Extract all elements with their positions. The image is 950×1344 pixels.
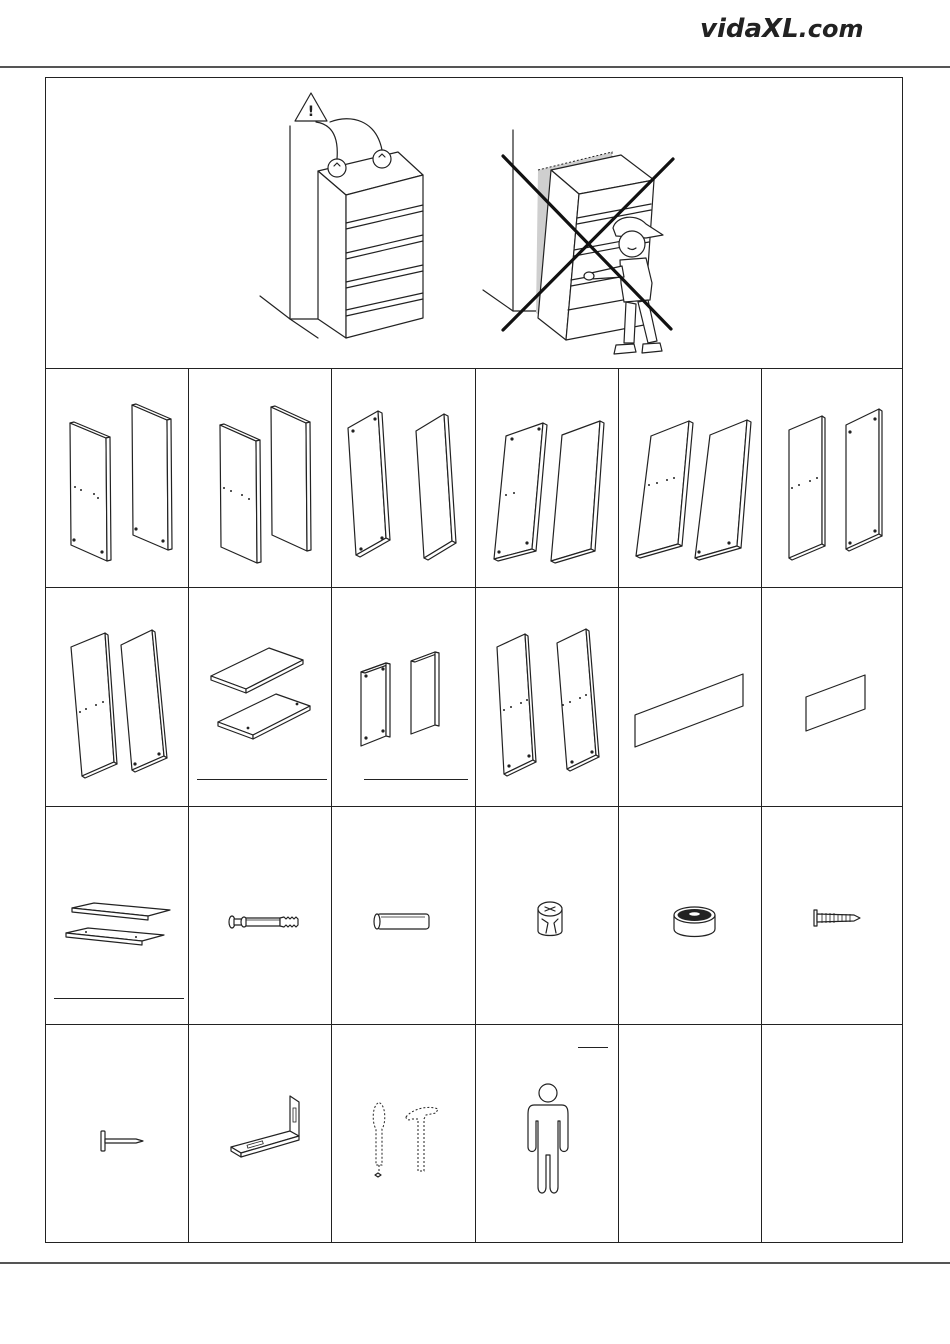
part-cell: [332, 807, 476, 1025]
part-cell: [476, 1025, 619, 1242]
l-bracket-icon: [189, 1025, 332, 1242]
empty-cell: [619, 1025, 762, 1242]
cam-lock-icon: [476, 807, 619, 1025]
side-panel-pair-icon: [476, 588, 619, 807]
side-panel-pair-icon: [762, 369, 902, 588]
cam-bolt-icon: [189, 807, 332, 1025]
parts-grid: [46, 369, 902, 1242]
header-divider: [0, 66, 950, 68]
part-cell: [762, 807, 902, 1025]
part-cell: [189, 588, 332, 807]
side-panel-pair-icon: [46, 588, 189, 807]
side-panel-pair-icon: [189, 369, 332, 588]
side-panel-pair-icon: [619, 369, 762, 588]
svg-text:!: !: [307, 104, 315, 120]
small-board-icon: [762, 588, 902, 807]
felt-pad-roll-icon: [619, 807, 762, 1025]
part-cell: [619, 369, 762, 588]
small-panel-pair-icon: [332, 588, 476, 807]
nail-icon: [46, 1025, 189, 1242]
part-cell: [46, 1025, 189, 1242]
wall-anchor-scene: [260, 119, 423, 338]
part-cell: [46, 807, 189, 1025]
empty-cell: [762, 1025, 902, 1242]
safety-illustration: [46, 78, 902, 369]
quantity-line: [54, 998, 184, 999]
quantity-line: [364, 779, 468, 780]
brand-mark-text: XL: [762, 14, 799, 44]
part-cell: [476, 588, 619, 807]
brand-logo: [700, 14, 870, 58]
part-cell: [332, 369, 476, 588]
wooden-dowel-icon: [332, 807, 476, 1025]
shelf-board-pair-icon: [189, 588, 332, 807]
thin-board-pair-icon: [46, 807, 189, 1025]
part-cell: [189, 369, 332, 588]
brand-domain-text: .com: [798, 15, 864, 43]
side-panel-pair-icon: [332, 369, 476, 588]
side-panel-pair-icon: [46, 369, 189, 588]
person-icon: [476, 1025, 619, 1242]
part-cell: [476, 369, 619, 588]
part-cell: [332, 1025, 476, 1242]
instruction-frame: [45, 77, 903, 1243]
part-cell: [762, 369, 902, 588]
quantity-line: [578, 1047, 608, 1048]
part-cell: [619, 807, 762, 1025]
warning-triangle-icon: [295, 93, 327, 121]
quantity-line: [197, 779, 327, 780]
part-cell: [332, 588, 476, 807]
screw-icon: [762, 807, 902, 1025]
part-cell: [46, 369, 189, 588]
part-cell: [189, 807, 332, 1025]
footer-divider: [0, 1262, 950, 1264]
side-panel-pair-icon: [476, 369, 619, 588]
part-cell: [476, 807, 619, 1025]
part-cell: [619, 588, 762, 807]
part-cell: [46, 588, 189, 807]
part-cell: [762, 588, 902, 807]
screwdriver-hammer-icon: [332, 1025, 476, 1242]
brand-wordmark: [700, 14, 864, 44]
long-strip-icon: [619, 588, 762, 807]
brand-main-text: vida: [700, 14, 763, 44]
part-cell: [189, 1025, 332, 1242]
